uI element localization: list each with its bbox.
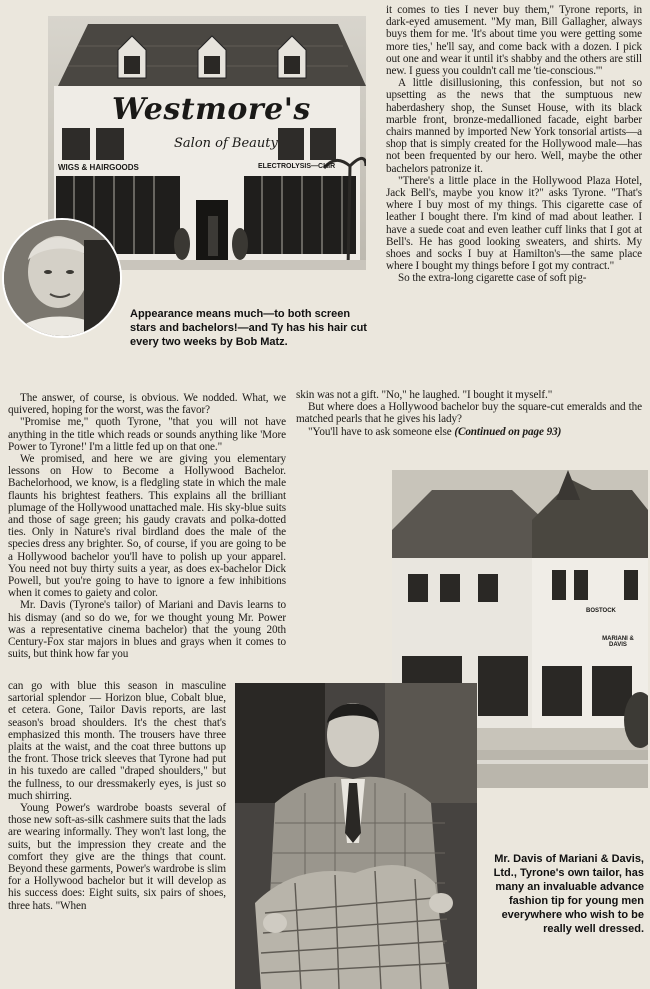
paragraph: Mr. Davis (Tyrone's tailor) of Mariani and Davis learns to his dismay (and so do we, for we thought young Mr. Power was a representative cinema bachelor) that the young 20th Century-Fox star majors in blues and grays when it comes to suits, but think how far you bbox=[8, 599, 286, 661]
paragraph: it comes to ties I never buy them," Tyrone reports, in dark-eyed amusement. "My man, Bill Gallagher, always buys them for me. 'It's about time you were getting some more ties,' he'll say, and come back with a dozen. I pick out one and wear it until it's shabby and the others are still new. I guess you couldn't call me 'tie-conscious.'" bbox=[386, 4, 642, 78]
paragraph: can go with blue this season in masculine sartorial splendor — Horizon blue, Cobalt blue, et cetera. Gone, Tailor Davis reports, are last season's broad shoulders. It's the chest that's emphasized this month. The trousers have three plaits at the waist, and the coat three buttons up the front. Those trick sleeves that Tyrone had put in his tuxedo are called "draped shoulders," but the fullness, to our dressmakerly eyes, is just so much shirring. bbox=[8, 680, 226, 802]
salon-sign: Salon of Beauty bbox=[174, 136, 278, 151]
top-photo-caption: Appearance means much—to both screen stars and bachelors!—and Ty has his hair cut every two weeks by Bob Matz. bbox=[130, 308, 367, 348]
paragraph: "There's a little place in the Hollywood Plaza Hotel, Jack Bell's, maybe you know it?" asks Tyrone. "That's where I buy most of my things. This cigarette case of leather I bought there. I'm kind of mad about leather. I have a suede coat and even leather cuff links that I got at Bell's. He has good looking sweaters, and shirts. My shoes and socks I buy at Hamilton's—the same place where I bought my things before I got my contract." bbox=[386, 174, 642, 273]
tyrone-portrait bbox=[2, 218, 122, 338]
continued-link[interactable]: (Continued on page 93) bbox=[454, 425, 562, 438]
bostock-sign: BOSTOCK bbox=[586, 608, 616, 614]
paragraph bbox=[296, 426, 642, 438]
bottom-photo-caption: Mr. Davis of Mariani & Davis, Ltd., Tyrone's own tailor, has many an invaluable advance fashion tip for young men everywhere who wish to be really well dressed. bbox=[493, 853, 644, 935]
mariani-sign: MARIANI & DAVIS bbox=[602, 636, 634, 648]
right-continuation bbox=[296, 389, 642, 438]
right-top-column bbox=[386, 4, 642, 285]
tailor-davis-photo bbox=[235, 683, 477, 989]
narrow-column bbox=[8, 680, 226, 912]
westmores-sign: Westmore's bbox=[112, 92, 311, 127]
paragraph: We promised, and here we are giving you elementary lessons on How to Become a Hollywood Bachelor. Bachelorhood, we know, is a fledgling state in which the male flaunts his brightest feathers. This explains all the brilliant plumage of the Hollywood unattached male. His sky-blue suits and those of sage green; his gaudy cravats and polka-dotted ties. Only in Nature's rival birdland does the male of the species dress any brighter. So, of course, if you are going to be a Hollywood bachelor you'll have to polish up your apparel. You need not buy thirty suits a year, as does ex-bachelor Dick Powell, but you're going to have to ignore a few inhibitions when it comes to gaiety and color. bbox=[8, 453, 286, 600]
electrolysis-sign: ELECTROLYSIS—CHIR bbox=[258, 163, 336, 170]
paragraph: So the extra-long cigarette case of soft pig- bbox=[398, 272, 587, 285]
closing-line: "You'll have to ask someone else bbox=[308, 425, 452, 438]
paragraph: skin was not a gift. "No," he laughed. "I bought it myself." bbox=[296, 389, 553, 401]
left-column bbox=[8, 392, 286, 660]
paragraph: A little disillusioning, this confession, but not so upsetting as the news that the sumptuous new haberdashery shop, the Sunset House, with its black marble front, bronze-medallioned facade, eight barber chairs manned by imported New York tonsorial artists—a shop that is simply created for the Hollywood male—has not been frequented by our hero. Well, maybe the other bachelors patronize it. bbox=[386, 77, 642, 175]
wigs-sign: WIGS & HAIRGOODS bbox=[58, 163, 139, 172]
paragraph: The answer, of course, is obvious. We nodded. What, we quivered, hoping for the worst, was the favor? bbox=[8, 392, 286, 417]
paragraph: Young Power's wardrobe boasts several of those new soft-as-silk cashmere suits that the lads are wearing informally. They won't last long, the suits, but the impression they create and the comfort they give are the things that count. Beyond these garments, Power's wardrobe is slim for a Hollywood bachelor but it will develop as his success does: Eight suits, six pairs of shoes, three hats. "When bbox=[8, 802, 226, 912]
paragraph: "Promise me," quoth Tyrone, "that you will not have anything in the title which reads or sounds anything like 'More Power to Tyrone!' I'm a little fed up on that one." bbox=[8, 416, 286, 453]
paragraph: But where does a Hollywood bachelor buy the square-cut emeralds and the matched pearls that he gives his lady? bbox=[296, 401, 642, 426]
